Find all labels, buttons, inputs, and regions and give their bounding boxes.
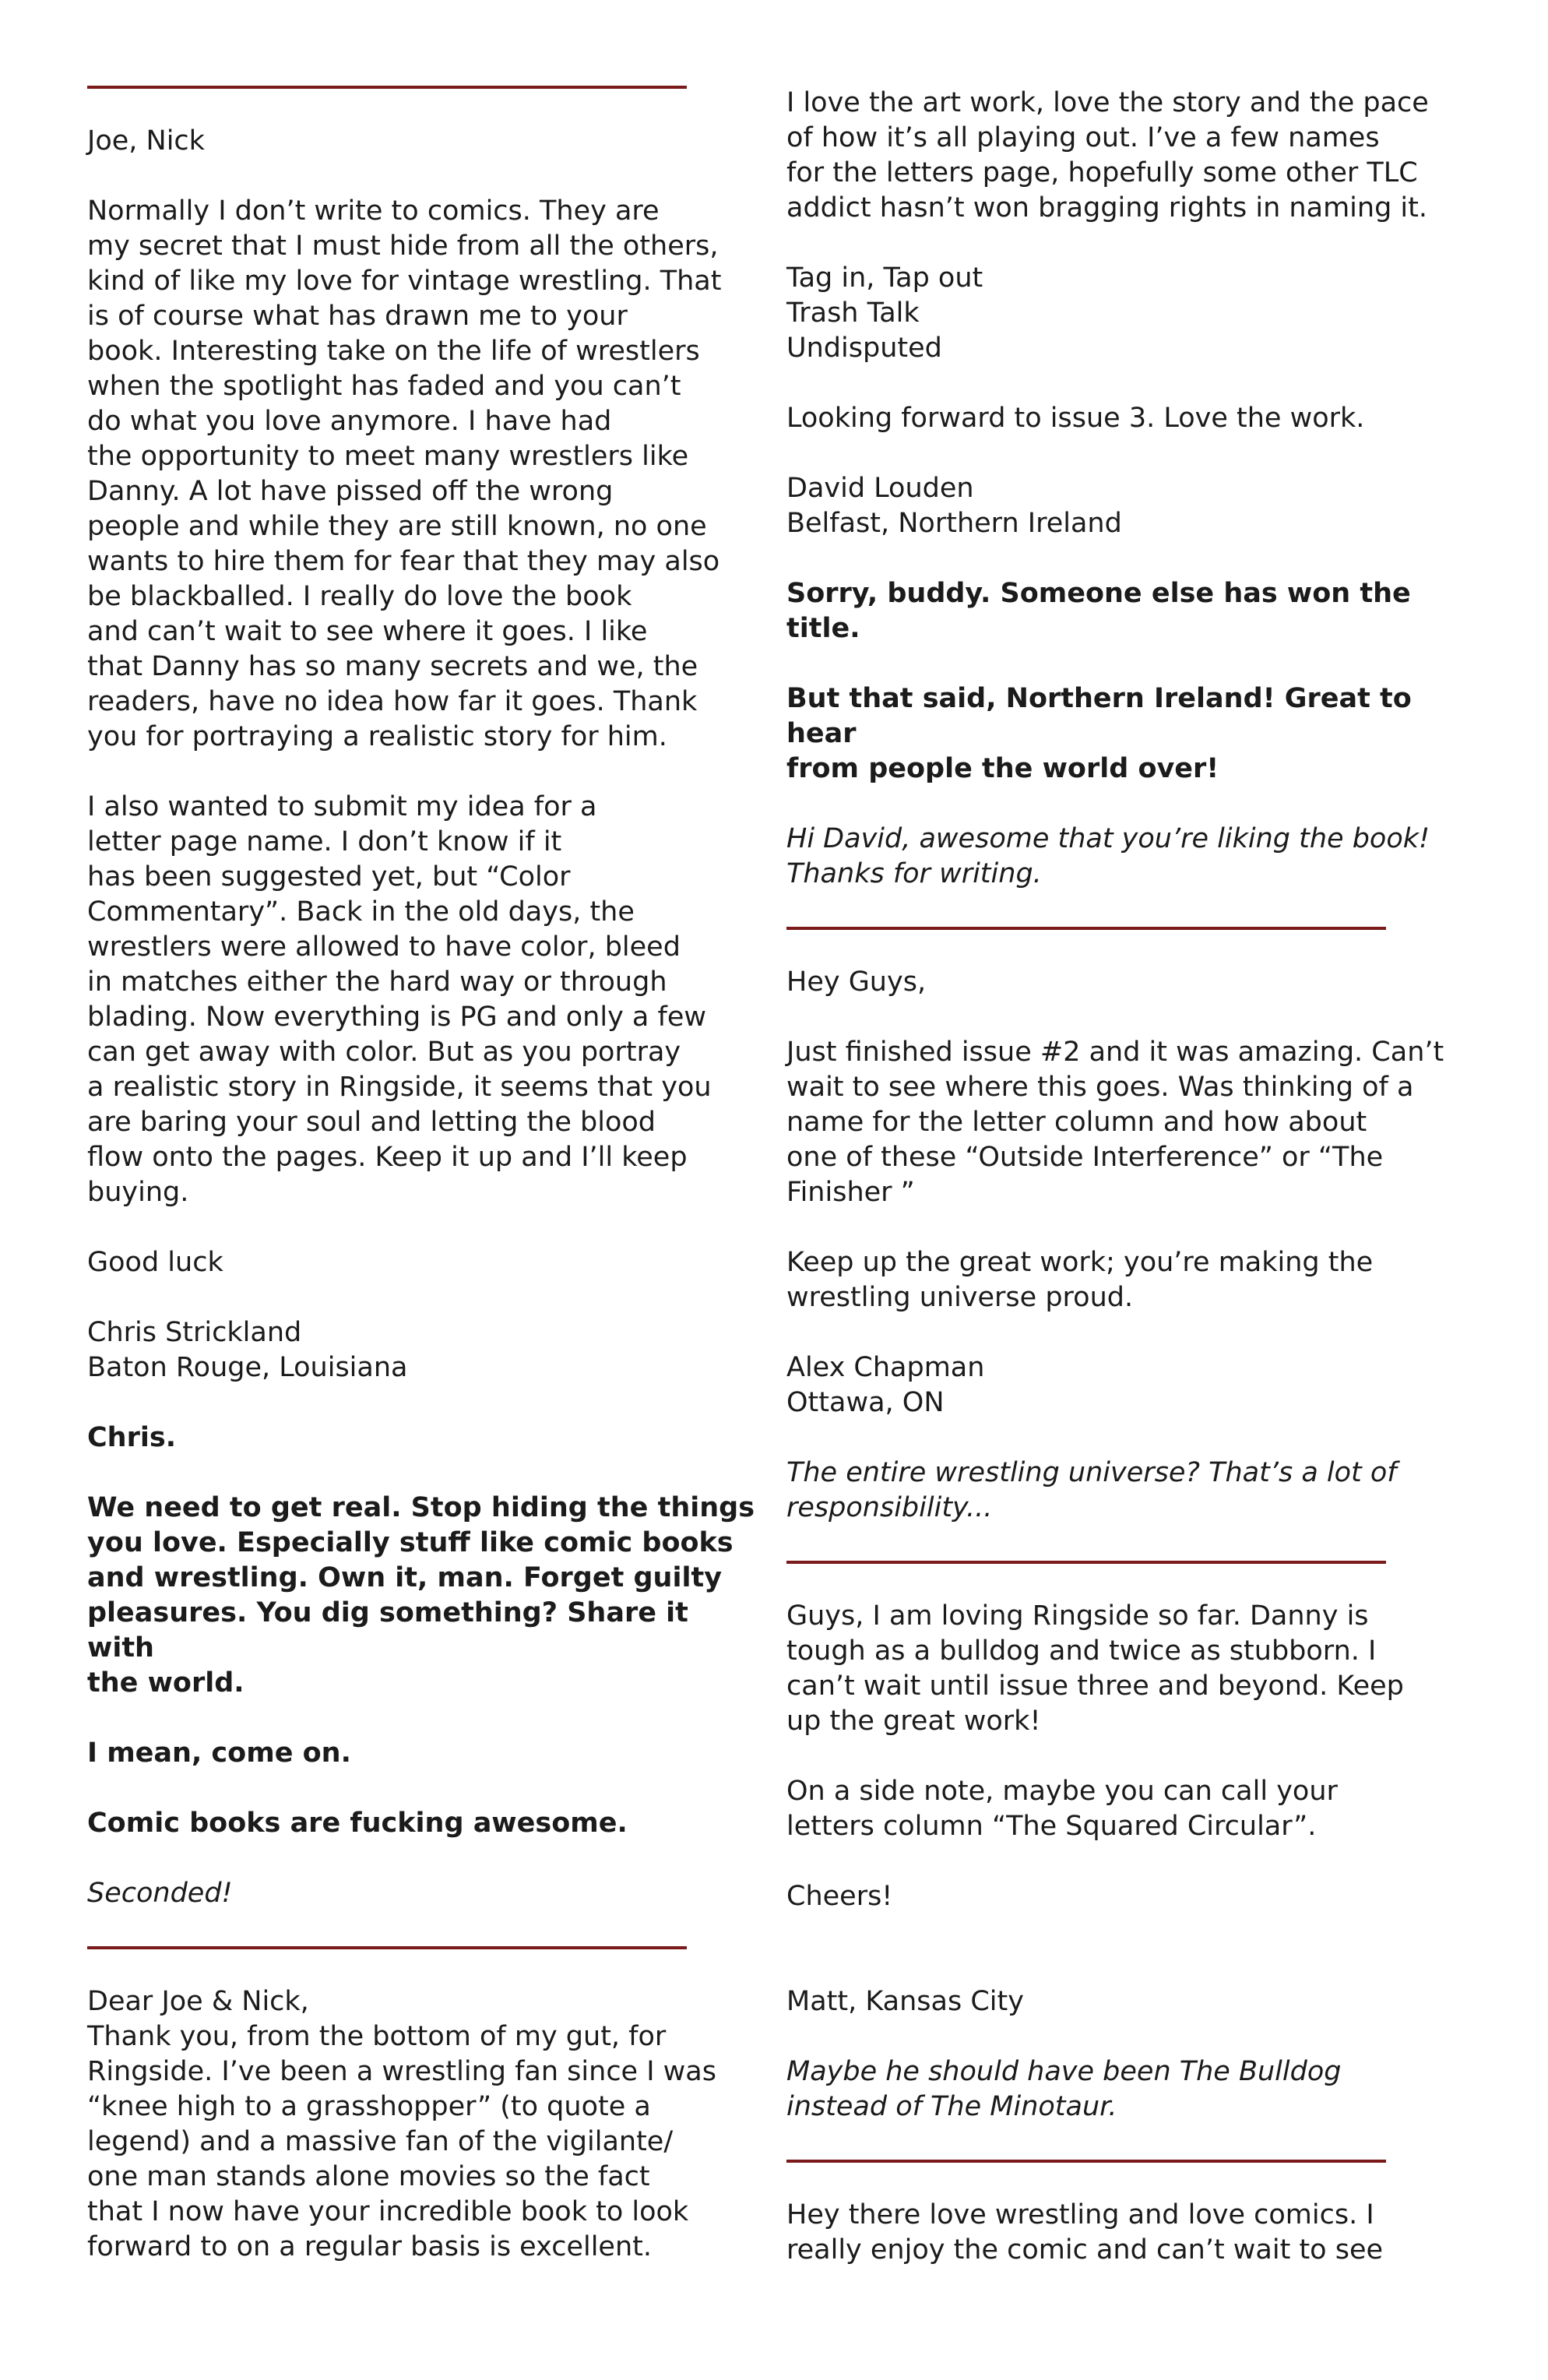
letter-closing: Cheers! xyxy=(786,1881,893,1912)
editor-reply-italic: Hi David, awesome that you’re liking the book! Thanks for writing. xyxy=(786,823,1430,889)
editor-reply: But that said, Northern Ireland! Great to hear from people the world over! xyxy=(786,683,1412,784)
signature-name: Chris Strickland xyxy=(87,1317,302,1348)
letter-salutation: Joe, Nick xyxy=(87,125,205,157)
signature-place: Baton Rouge, Louisiana xyxy=(87,1352,408,1383)
section-divider xyxy=(786,1561,1386,1564)
section-divider xyxy=(87,1946,687,1949)
letter-salutation: Dear Joe & Nick, xyxy=(87,1986,309,2017)
editor-reply: Comic books are fucking awesome. xyxy=(87,1808,628,1839)
editor-reply-italic: Maybe he should have been The Bulldog instead of The Minotaur. xyxy=(786,2056,1342,2122)
letter-body: Keep up the great work; you’re making the wrestling universe proud. xyxy=(786,1247,1374,1313)
editor-reply-italic: The entire wrestling universe? That’s a lot of responsibility... xyxy=(786,1457,1397,1523)
letter-body: I also wanted to submit my idea for a letter page name. I don’t know if it has been suggested yet, but “Color Commentary”. Back in the old days, the wrestlers were allowed to have color, bleed in matches either the hard way or through blading. Now everything is PG and only a few can get away with color. But as you portray a realistic story in Ringside, it seems that you are baring your soul and letting the blood flow onto the pages. Keep it up and I’ll keep buying. xyxy=(87,791,712,1208)
letter-body: I love the art work, love the story and the pace of how it’s all playing out. I’ve a few names for the letters page, hopefully some other TLC addict hasn’t won bragging rights in naming it. xyxy=(786,87,1429,224)
letter-body: Normally I don’t write to comics. They are my secret that I must hide from all the others, kind of like my love for vintage wrestling. That is of course what has drawn me to your book. Interesting take on the life of wrestlers when the spotlight has faded and you can’t do what you love anymore. I have had the opportunity to meet many wrestlers like Danny. A lot have pissed off the wrong people and while they are still known, no one wants to hire them for fear that they may also be blackballed. I really do love the book and can’t wait to see where it goes. I like that Danny has so many secrets and we, the readers, have no idea how far it goes. Thank you for portraying a realistic story for him. xyxy=(87,195,722,752)
letter-body: Just finished issue #2 and it was amazing. Can’t wait to see where this goes. Was thinking of a name for the letter column and how about one of these “Outside Interference” or “The Finisher ” xyxy=(786,1037,1444,1208)
letter-closing: Looking forward to issue 3. Love the work. xyxy=(786,403,1365,434)
letter-body: Thank you, from the bottom of my gut, for Ringside. I’ve been a wrestling fan since I was “knee high to a grasshopper” (to quote a legend) and a massive fan of the vigilante/ one man stands alone movies so the fact that I now have your incredible book to look forward to on a regular basis is excellent. xyxy=(87,2021,716,2262)
letter-body: Guys, I am loving Ringside so far. Danny is tough as a bulldog and twice as stubborn. I can’t wait until issue three and beyond. Keep up the great work! xyxy=(786,1600,1404,1737)
editor-reply-italic: Seconded! xyxy=(87,1878,233,1909)
signature-name: David Louden xyxy=(786,473,974,504)
signature-name: Matt, Kansas City xyxy=(786,1986,1024,2017)
letter-body: Hey there love wrestling and love comics. I really enjoy the comic and can’t wait to see xyxy=(786,2199,1384,2266)
section-divider xyxy=(87,86,687,89)
right-column xyxy=(786,86,1464,2268)
letter-body: On a side note, maybe you can call your letters column “The Squared Circular”. xyxy=(786,1776,1338,1842)
editor-reply: Sorry, buddy. Someone else has won the title. xyxy=(786,578,1411,644)
signature-name: Alex Chapman xyxy=(786,1352,985,1383)
editor-reply: We need to get real. Stop hiding the things you love. Especially stuff like comic books and wrestling. Own it, man. Forget guilty pleasures. You dig something? Share it with the world. xyxy=(87,1492,755,1699)
section-divider xyxy=(786,927,1386,930)
letter-closing: Good luck xyxy=(87,1247,223,1278)
editor-reply: I mean, come on. xyxy=(87,1737,351,1769)
section-divider xyxy=(786,2160,1386,2163)
letter-salutation: Hey Guys, xyxy=(786,966,927,998)
signature-place: Ottawa, ON xyxy=(786,1387,945,1418)
signature-place: Belfast, Northern Ireland xyxy=(786,508,1122,539)
suggested-names: Tag in, Tap out Trash Talk Undisputed xyxy=(786,262,983,364)
left-column xyxy=(87,86,757,2300)
reply-heading: Chris. xyxy=(87,1422,176,1453)
